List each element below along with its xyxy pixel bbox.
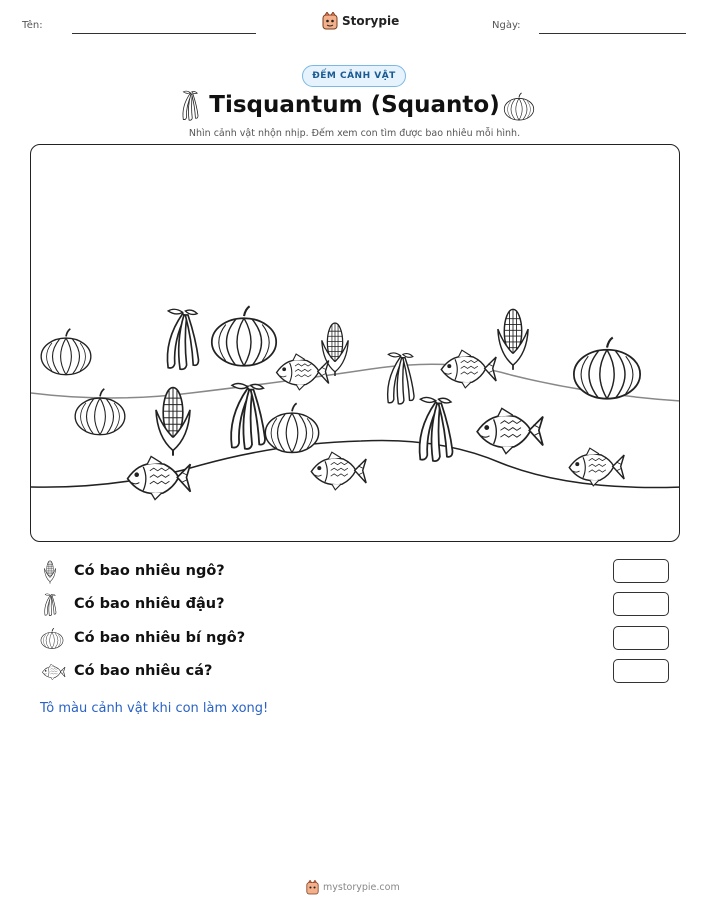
fish-icon [40, 663, 66, 681]
date-label: Ngày: [492, 20, 521, 31]
pumpkin [212, 306, 276, 366]
answer-box-fish[interactable] [613, 659, 669, 683]
brand-logo [322, 12, 399, 30]
name-line[interactable] [72, 33, 256, 34]
fish [441, 350, 496, 388]
question-pumpkin [40, 626, 670, 652]
question-fish [40, 659, 670, 685]
corn [156, 388, 190, 456]
beans [231, 383, 265, 448]
storypie-mascot-icon [322, 12, 338, 30]
name-label: Tên: [22, 20, 43, 31]
question-text: Có bao nhiêu ngô? [74, 563, 225, 579]
footer-url[interactable]: mystorypie.com [323, 882, 400, 893]
footer [306, 880, 400, 895]
question-text: Có bao nhiêu bí ngô? [74, 630, 246, 646]
pumpkin [574, 337, 640, 398]
question-text: Có bao nhiêu đậu? [74, 596, 225, 612]
corn [498, 309, 528, 370]
question-corn [40, 559, 670, 585]
pumpkin [265, 403, 318, 452]
coloring-instruction: Tô màu cảnh vật khi con làm xong! [40, 701, 269, 716]
answer-box-pumpkin[interactable] [613, 626, 669, 650]
question-text: Có bao nhiêu cá? [74, 663, 213, 679]
pumpkin [75, 389, 125, 435]
scene-illustration [31, 145, 680, 542]
counting-scene [30, 144, 680, 542]
page-title: Tisquantum (Squanto) [209, 92, 500, 118]
pumpkin [41, 329, 91, 375]
answer-box-beans[interactable] [613, 592, 669, 616]
fish [277, 354, 329, 390]
page-subtitle: Nhìn cảnh vật nhộn nhịp. Đếm xem con tìm được bao nhiêu mỗi hình. [188, 128, 521, 139]
date-line[interactable] [539, 33, 686, 34]
corn-icon [40, 560, 60, 584]
beans [388, 353, 414, 404]
pumpkin-icon [503, 91, 535, 121]
fish [311, 452, 366, 490]
brand-name: Storypie [342, 14, 400, 28]
fish [569, 448, 624, 486]
beans [167, 309, 198, 369]
fish [128, 456, 191, 499]
fish [477, 408, 543, 453]
beans-icon [40, 593, 60, 617]
beans [420, 397, 453, 461]
answer-box-corn[interactable] [613, 559, 669, 583]
storypie-mascot-icon [306, 880, 319, 895]
activity-badge: ĐẾM CẢNH VẬT [302, 65, 406, 87]
question-beans [40, 592, 670, 618]
pumpkin-icon [40, 627, 64, 649]
